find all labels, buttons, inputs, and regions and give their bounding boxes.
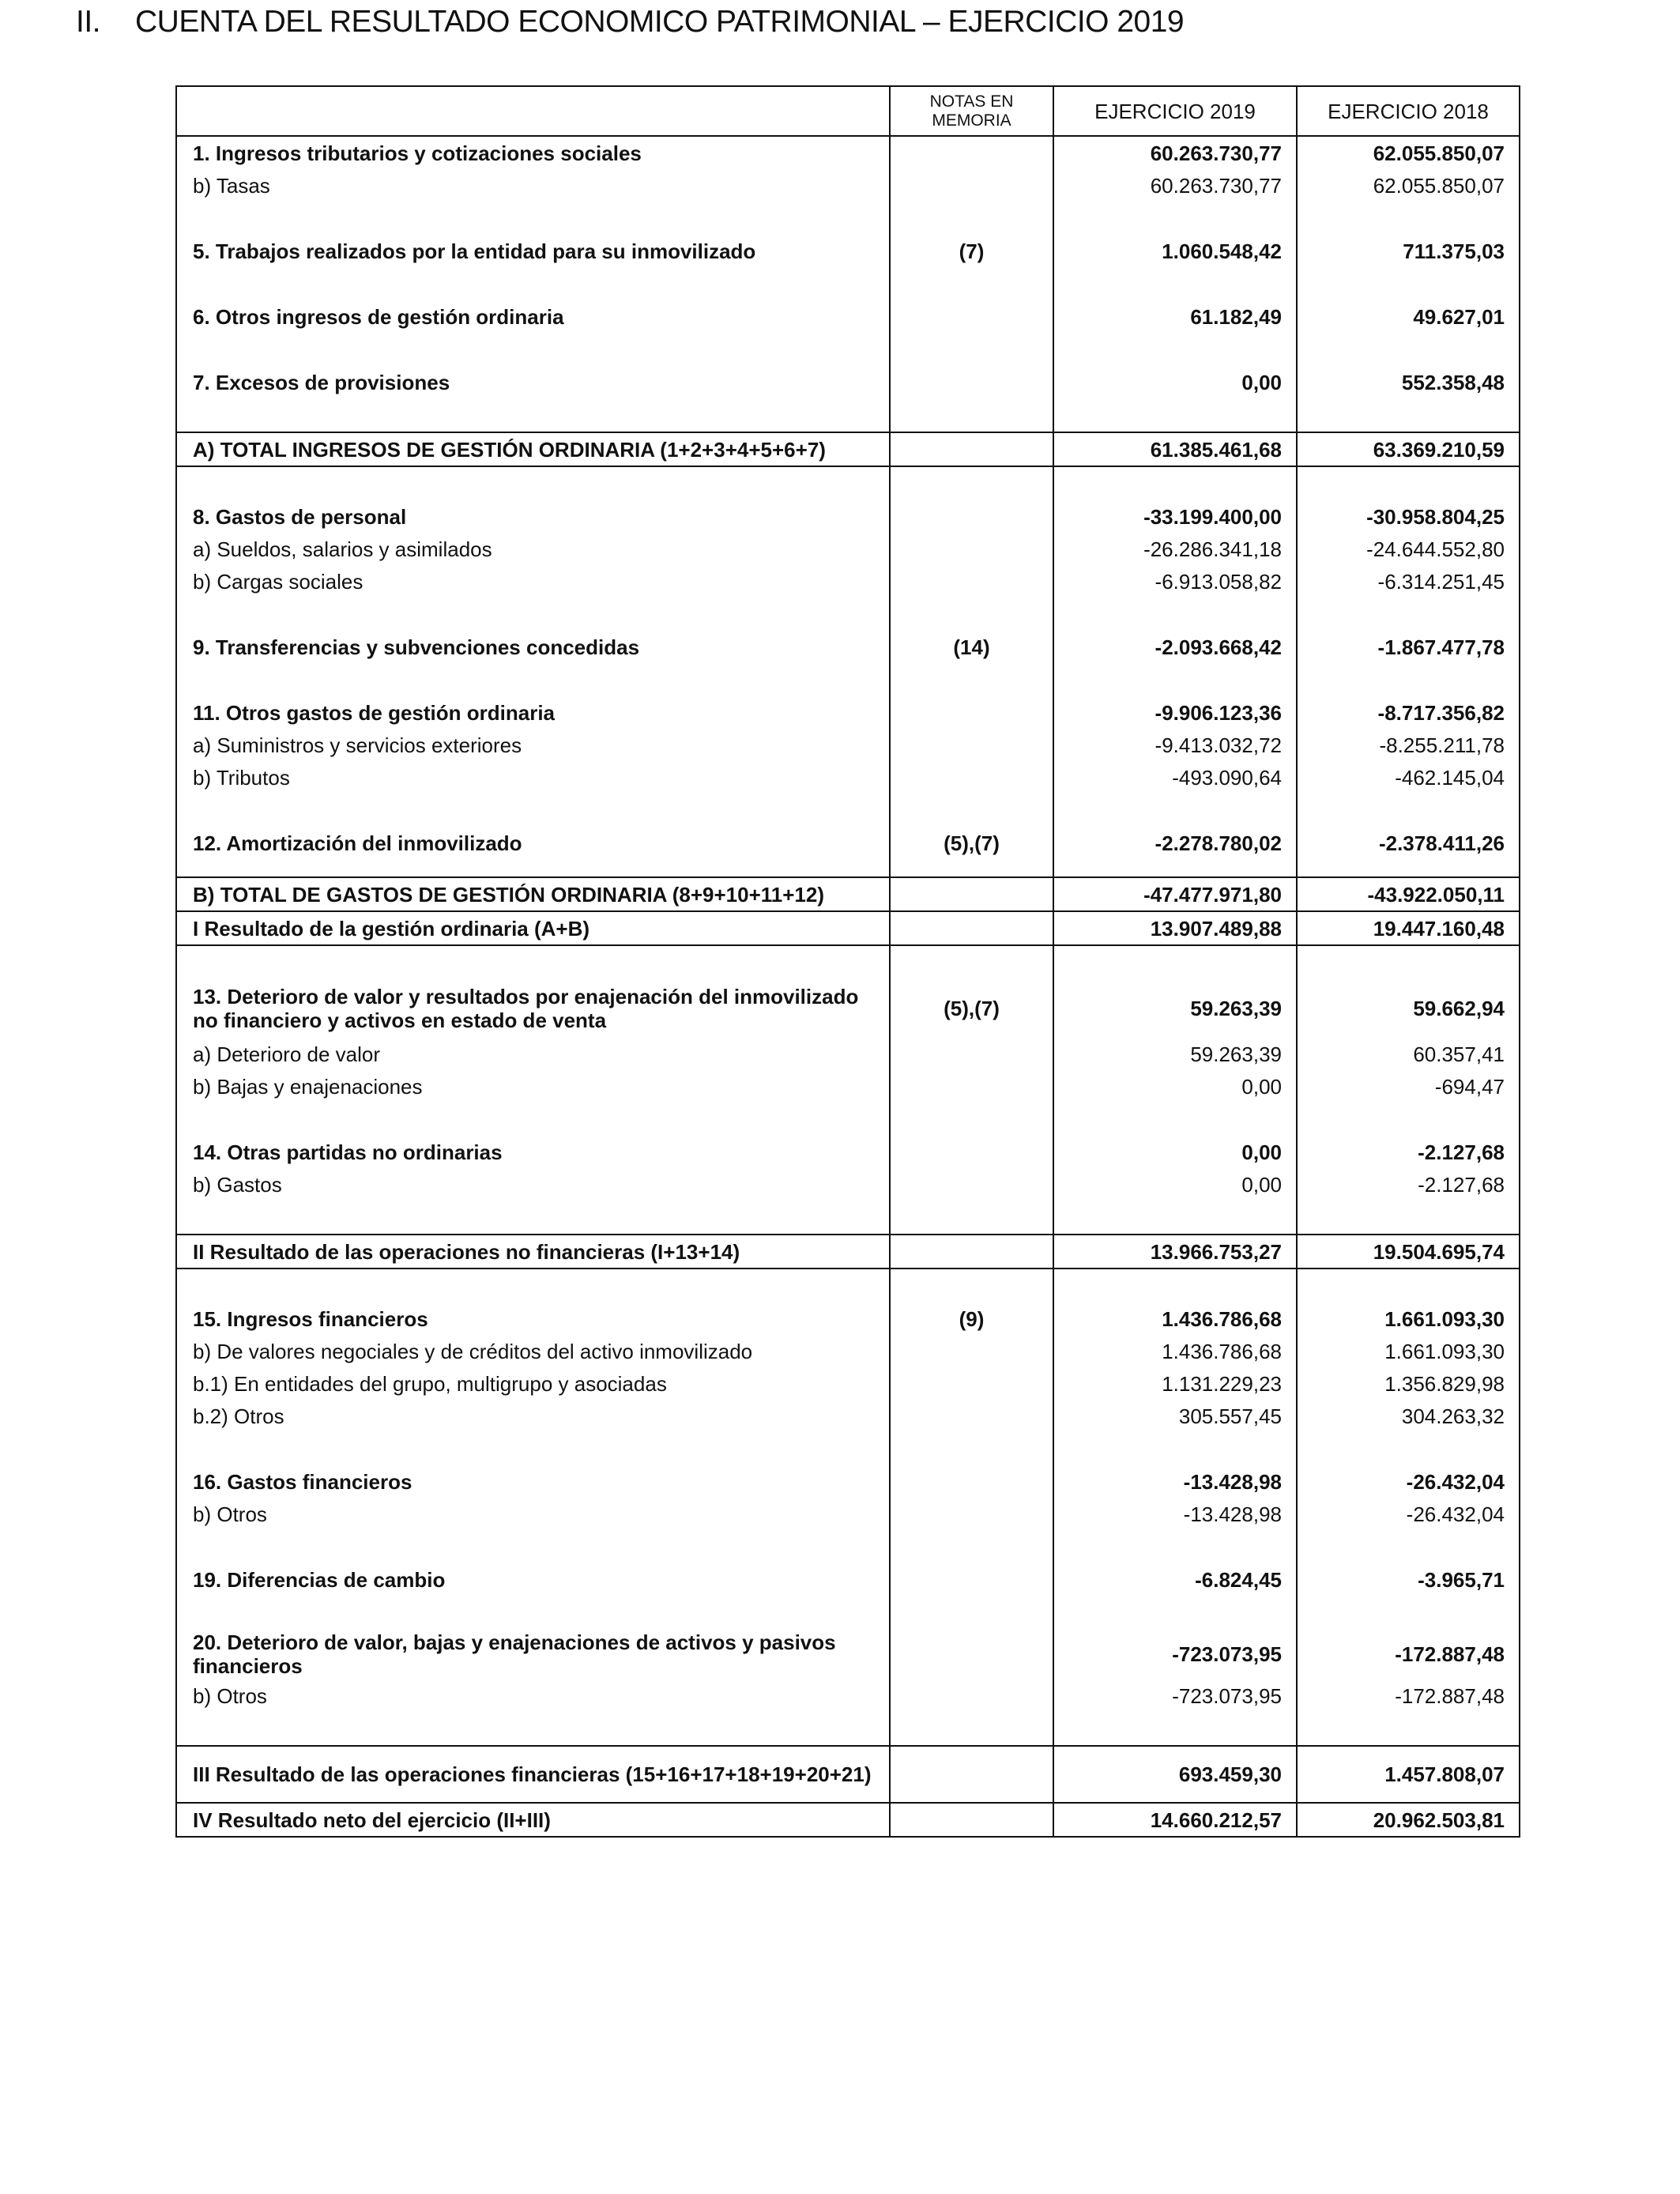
table-row [176, 136, 1520, 169]
table-row [176, 235, 1520, 267]
row-value-2018: 20.962.503,81 [1297, 1803, 1520, 1837]
row-value-2019: -9.413.032,72 [1053, 729, 1297, 761]
row-value-2018: -43.922.050,11 [1297, 877, 1520, 911]
row-note: (14) [890, 631, 1053, 663]
spacer-cell [176, 945, 890, 979]
spacer-row [176, 598, 1520, 631]
row-value-2018: 19.447.160,48 [1297, 911, 1520, 945]
income-statement-table [175, 85, 1520, 1838]
row-value-2018: -172.887,48 [1297, 1679, 1520, 1712]
row-value-2018: -462.145,04 [1297, 761, 1520, 794]
header-notes-line2: MEMORIA [932, 111, 1011, 130]
total-row [176, 911, 1520, 945]
row-value-2019: -13.428,98 [1053, 1498, 1297, 1530]
row-value-2018: 1.661.093,30 [1297, 1335, 1520, 1367]
spacer-cell [890, 202, 1053, 235]
spacer-cell [890, 1712, 1053, 1746]
row-value-2018: -8.717.356,82 [1297, 696, 1520, 729]
header-year-2019: EJERCICIO 2019 [1053, 86, 1297, 136]
spacer-cell [176, 267, 890, 300]
spacer-cell [1297, 859, 1520, 877]
row-value-2019: 693.459,30 [1053, 1746, 1297, 1803]
row-value-2019: -723.073,95 [1053, 1629, 1297, 1679]
row-label: 5. Trabajos realizados por la entidad para su inmovilizado [176, 235, 890, 267]
spacer-cell [1053, 267, 1297, 300]
row-note [890, 1498, 1053, 1530]
table-row [176, 1679, 1520, 1712]
row-value-2018: -3.965,71 [1297, 1563, 1520, 1596]
spacer-row [176, 1103, 1520, 1136]
row-note: (5),(7) [890, 979, 1053, 1038]
header-concept [176, 86, 890, 136]
row-value-2018: -2.127,68 [1297, 1168, 1520, 1201]
spacer-cell [1297, 398, 1520, 432]
table-row [176, 1367, 1520, 1400]
row-value-2018: 1.356.829,98 [1297, 1367, 1520, 1400]
table-row [176, 500, 1520, 533]
spacer-cell [1053, 1103, 1297, 1136]
spacer-cell [1053, 466, 1297, 500]
row-value-2019: 61.182,49 [1053, 300, 1297, 333]
header-notes-line1: NOTAS EN [929, 92, 1014, 111]
table-row [176, 696, 1520, 729]
row-value-2018: 19.504.695,74 [1297, 1235, 1520, 1269]
row-value-2019: -26.286.341,18 [1053, 533, 1297, 565]
page-title [76, 5, 1184, 40]
spacer-row [176, 202, 1520, 235]
row-label: 8. Gastos de personal [176, 500, 890, 533]
row-value-2019: 0,00 [1053, 1168, 1297, 1201]
spacer-cell [1297, 794, 1520, 827]
row-value-2019: 59.263,39 [1053, 1038, 1297, 1070]
spacer-cell [176, 1269, 890, 1302]
row-note [890, 1136, 1053, 1168]
table-row [176, 169, 1520, 202]
row-note [890, 911, 1053, 945]
row-value-2018: 1.457.808,07 [1297, 1746, 1520, 1803]
row-label: 12. Amortización del inmovilizado [176, 827, 890, 859]
row-note [890, 1563, 1053, 1596]
header-year-2018: EJERCICIO 2018 [1297, 86, 1520, 136]
row-label: III Resultado de las operaciones financieras (15+16+17+18+19+20+21) [176, 1746, 890, 1803]
spacer-cell [890, 1530, 1053, 1563]
spacer-cell [890, 466, 1053, 500]
row-value-2018: 49.627,01 [1297, 300, 1520, 333]
table-row [176, 1038, 1520, 1070]
row-value-2019: -9.906.123,36 [1053, 696, 1297, 729]
row-label: 20. Deterioro de valor, bajas y enajenaciones de activos y pasivos financieros [176, 1629, 890, 1679]
table-header-row [176, 86, 1520, 136]
row-value-2019: -2.093.668,42 [1053, 631, 1297, 663]
row-value-2019: 1.060.548,42 [1053, 235, 1297, 267]
spacer-cell [176, 466, 890, 500]
table-row [176, 1070, 1520, 1103]
spacer-cell [890, 945, 1053, 979]
row-note [890, 366, 1053, 398]
spacer-cell [890, 1103, 1053, 1136]
total-row [176, 1803, 1520, 1837]
table-row [176, 533, 1520, 565]
row-label: b.2) Otros [176, 1400, 890, 1432]
row-value-2019: -493.090,64 [1053, 761, 1297, 794]
section-number: II. [76, 5, 101, 39]
total-row [176, 877, 1520, 911]
table-row [176, 1335, 1520, 1367]
row-label: a) Suministros y servicios exteriores [176, 729, 890, 761]
row-label: b) Gastos [176, 1168, 890, 1201]
row-note [890, 565, 1053, 598]
row-label: b) Cargas sociales [176, 565, 890, 598]
spacer-cell [1053, 202, 1297, 235]
row-value-2018: 60.357,41 [1297, 1038, 1520, 1070]
row-value-2019: 13.966.753,27 [1053, 1235, 1297, 1269]
spacer-cell [1053, 1596, 1297, 1629]
row-value-2018: -6.314.251,45 [1297, 565, 1520, 598]
row-value-2018: 552.358,48 [1297, 366, 1520, 398]
spacer-cell [1297, 1530, 1520, 1563]
row-value-2018: -24.644.552,80 [1297, 533, 1520, 565]
spacer-row [176, 859, 1520, 877]
row-value-2019: 1.436.786,68 [1053, 1302, 1297, 1335]
row-value-2019: 0,00 [1053, 1070, 1297, 1103]
spacer-cell [176, 859, 890, 877]
spacer-cell [1297, 466, 1520, 500]
row-note [890, 1629, 1053, 1679]
row-value-2019: -6.913.058,82 [1053, 565, 1297, 598]
row-value-2019: 13.907.489,88 [1053, 911, 1297, 945]
spacer-cell [890, 267, 1053, 300]
row-value-2018: 63.369.210,59 [1297, 432, 1520, 466]
row-value-2018: 304.263,32 [1297, 1400, 1520, 1432]
spacer-cell [1053, 945, 1297, 979]
row-note [890, 136, 1053, 169]
spacer-cell [176, 202, 890, 235]
spacer-cell [890, 1269, 1053, 1302]
spacer-cell [1297, 1269, 1520, 1302]
row-value-2018: -172.887,48 [1297, 1629, 1520, 1679]
row-value-2018: 1.661.093,30 [1297, 1302, 1520, 1335]
table-row [176, 1465, 1520, 1498]
spacer-cell [176, 663, 890, 696]
row-label: B) TOTAL DE GASTOS DE GESTIÓN ORDINARIA (8+9+10+11+12) [176, 877, 890, 911]
spacer-row [176, 794, 1520, 827]
row-value-2019: 0,00 [1053, 1136, 1297, 1168]
spacer-cell [1297, 1201, 1520, 1235]
section-title: CUENTA DEL RESULTADO ECONOMICO PATRIMONIAL – EJERCICIO 2019 [135, 5, 1185, 39]
row-label: 19. Diferencias de cambio [176, 1563, 890, 1596]
row-note [890, 500, 1053, 533]
spacer-cell [1053, 398, 1297, 432]
spacer-cell [1297, 1596, 1520, 1629]
row-value-2018: -26.432,04 [1297, 1465, 1520, 1498]
spacer-cell [1297, 1103, 1520, 1136]
spacer-cell [890, 598, 1053, 631]
row-value-2019: 1.131.229,23 [1053, 1367, 1297, 1400]
spacer-cell [890, 333, 1053, 366]
spacer-cell [1053, 663, 1297, 696]
row-note [890, 696, 1053, 729]
row-value-2018: 711.375,03 [1297, 235, 1520, 267]
spacer-cell [176, 1201, 890, 1235]
spacer-cell [890, 1432, 1053, 1465]
row-value-2019: 60.263.730,77 [1053, 169, 1297, 202]
spacer-cell [1297, 1712, 1520, 1746]
row-note [890, 533, 1053, 565]
row-label: b) De valores negociales y de créditos del activo inmovilizado [176, 1335, 890, 1367]
row-value-2018: -26.432,04 [1297, 1498, 1520, 1530]
total-row [176, 1746, 1520, 1803]
row-note: (9) [890, 1302, 1053, 1335]
spacer-cell [176, 1530, 890, 1563]
spacer-cell [1053, 1201, 1297, 1235]
row-note [890, 1400, 1053, 1432]
row-label: IV Resultado neto del ejercicio (II+III) [176, 1803, 890, 1837]
row-note: (5),(7) [890, 827, 1053, 859]
row-label: A) TOTAL INGRESOS DE GESTIÓN ORDINARIA (1+2+3+4+5+6+7) [176, 432, 890, 466]
row-note [890, 1335, 1053, 1367]
spacer-row [176, 1269, 1520, 1302]
row-note [890, 1038, 1053, 1070]
spacer-cell [176, 1103, 890, 1136]
row-label: I Resultado de la gestión ordinaria (A+B) [176, 911, 890, 945]
spacer-cell [176, 398, 890, 432]
row-value-2018: -1.867.477,78 [1297, 631, 1520, 663]
spacer-row [176, 1201, 1520, 1235]
spacer-cell [1053, 1269, 1297, 1302]
row-value-2019: 59.263,39 [1053, 979, 1297, 1038]
row-label: b) Otros [176, 1498, 890, 1530]
row-value-2019: -723.073,95 [1053, 1679, 1297, 1712]
spacer-cell [1297, 598, 1520, 631]
header-notes [890, 86, 1053, 136]
row-label: 13. Deterioro de valor y resultados por enajenación del inmovilizado no financiero y activos en estado de venta [176, 979, 890, 1038]
row-label: b) Otros [176, 1679, 890, 1712]
spacer-cell [890, 859, 1053, 877]
row-label: b) Tributos [176, 761, 890, 794]
row-label: 7. Excesos de provisiones [176, 366, 890, 398]
row-note [890, 1465, 1053, 1498]
table-row [176, 565, 1520, 598]
row-value-2018: 62.055.850,07 [1297, 169, 1520, 202]
row-note [890, 1168, 1053, 1201]
table-row [176, 761, 1520, 794]
row-value-2018: -694,47 [1297, 1070, 1520, 1103]
row-note [890, 1070, 1053, 1103]
row-note [890, 300, 1053, 333]
row-note [890, 761, 1053, 794]
row-value-2018: 62.055.850,07 [1297, 136, 1520, 169]
row-label: 14. Otras partidas no ordinarias [176, 1136, 890, 1168]
row-note [890, 1746, 1053, 1803]
table-row [176, 827, 1520, 859]
row-note [890, 432, 1053, 466]
row-note [890, 1679, 1053, 1712]
row-note [890, 1235, 1053, 1269]
row-label: a) Deterioro de valor [176, 1038, 890, 1070]
spacer-cell [176, 333, 890, 366]
spacer-cell [1297, 202, 1520, 235]
table-row [176, 979, 1520, 1038]
table-row [176, 366, 1520, 398]
spacer-row [176, 1596, 1520, 1629]
spacer-cell [1053, 794, 1297, 827]
row-note: (7) [890, 235, 1053, 267]
row-value-2019: 1.436.786,68 [1053, 1335, 1297, 1367]
table-row [176, 1400, 1520, 1432]
spacer-cell [1053, 859, 1297, 877]
spacer-cell [1053, 598, 1297, 631]
spacer-row [176, 1432, 1520, 1465]
table-row [176, 1136, 1520, 1168]
spacer-cell [890, 663, 1053, 696]
spacer-cell [1053, 333, 1297, 366]
spacer-cell [890, 398, 1053, 432]
row-label: 6. Otros ingresos de gestión ordinaria [176, 300, 890, 333]
table-row [176, 1563, 1520, 1596]
row-value-2018: -30.958.804,25 [1297, 500, 1520, 533]
row-value-2019: 60.263.730,77 [1053, 136, 1297, 169]
total-row [176, 432, 1520, 466]
row-label: 15. Ingresos financieros [176, 1302, 890, 1335]
row-label: b) Tasas [176, 169, 890, 202]
table-row [176, 1168, 1520, 1201]
table-row [176, 300, 1520, 333]
row-note [890, 1803, 1053, 1837]
row-label: 1. Ingresos tributarios y cotizaciones sociales [176, 136, 890, 169]
row-value-2018: 59.662,94 [1297, 979, 1520, 1038]
spacer-row [176, 267, 1520, 300]
spacer-row [176, 398, 1520, 432]
spacer-cell [176, 1712, 890, 1746]
spacer-cell [890, 794, 1053, 827]
spacer-cell [176, 1432, 890, 1465]
spacer-row [176, 663, 1520, 696]
row-value-2019: 0,00 [1053, 366, 1297, 398]
row-value-2019: -6.824,45 [1053, 1563, 1297, 1596]
row-label: 16. Gastos financieros [176, 1465, 890, 1498]
row-note [890, 1367, 1053, 1400]
row-value-2019: -13.428,98 [1053, 1465, 1297, 1498]
row-value-2018: -2.378.411,26 [1297, 827, 1520, 859]
row-label: a) Sueldos, salarios y asimilados [176, 533, 890, 565]
row-label: b) Bajas y enajenaciones [176, 1070, 890, 1103]
row-label: II Resultado de las operaciones no financieras (I+13+14) [176, 1235, 890, 1269]
table-row [176, 1302, 1520, 1335]
table-row [176, 1629, 1520, 1679]
spacer-cell [1053, 1432, 1297, 1465]
spacer-cell [890, 1201, 1053, 1235]
spacer-row [176, 466, 1520, 500]
spacer-cell [1297, 333, 1520, 366]
row-value-2019: -2.278.780,02 [1053, 827, 1297, 859]
table-row [176, 631, 1520, 663]
spacer-cell [176, 1596, 890, 1629]
row-note [890, 877, 1053, 911]
row-note [890, 729, 1053, 761]
spacer-cell [1297, 267, 1520, 300]
row-value-2019: -47.477.971,80 [1053, 877, 1297, 911]
spacer-cell [1053, 1712, 1297, 1746]
spacer-row [176, 333, 1520, 366]
spacer-cell [890, 1596, 1053, 1629]
row-value-2019: 61.385.461,68 [1053, 432, 1297, 466]
table-row [176, 729, 1520, 761]
row-value-2019: 305.557,45 [1053, 1400, 1297, 1432]
row-label: 11. Otros gastos de gestión ordinaria [176, 696, 890, 729]
spacer-cell [1053, 1530, 1297, 1563]
spacer-cell [176, 794, 890, 827]
spacer-cell [176, 598, 890, 631]
row-label: b.1) En entidades del grupo, multigrupo y asociadas [176, 1367, 890, 1400]
table-row [176, 1498, 1520, 1530]
spacer-cell [1297, 1432, 1520, 1465]
row-note [890, 169, 1053, 202]
row-label: 9. Transferencias y subvenciones concedidas [176, 631, 890, 663]
spacer-row [176, 1712, 1520, 1746]
row-value-2018: -8.255.211,78 [1297, 729, 1520, 761]
row-value-2019: -33.199.400,00 [1053, 500, 1297, 533]
spacer-row [176, 1530, 1520, 1563]
spacer-cell [1297, 945, 1520, 979]
spacer-cell [1297, 663, 1520, 696]
row-value-2018: -2.127,68 [1297, 1136, 1520, 1168]
total-row [176, 1235, 1520, 1269]
spacer-row [176, 945, 1520, 979]
row-value-2019: 14.660.212,57 [1053, 1803, 1297, 1837]
